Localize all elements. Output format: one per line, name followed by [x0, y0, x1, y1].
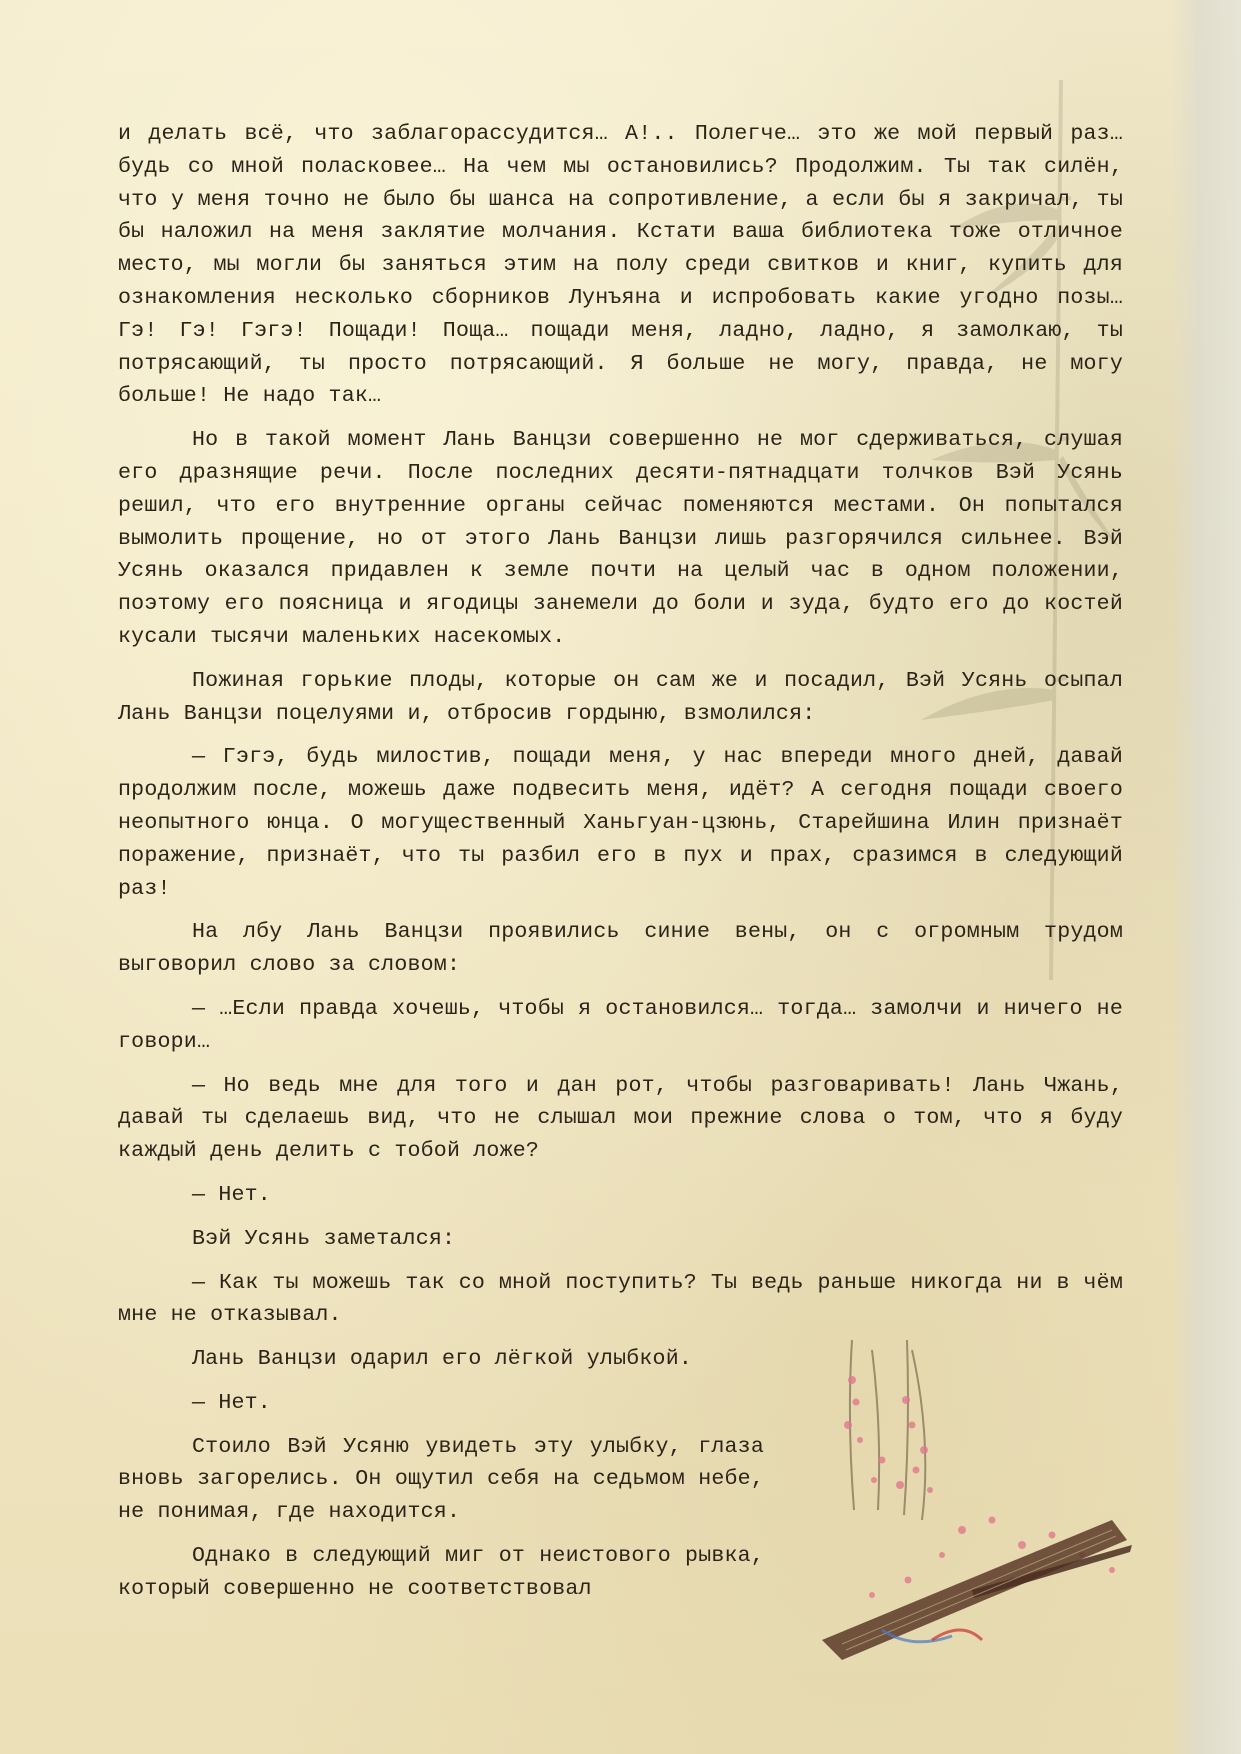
paragraph: Пожиная горькие плоды, которые он сам же и посадил, Вэй Усянь осыпал Лань Ванцзи поцелуями и, отбросив гордыню, взмолился:	[118, 668, 1123, 726]
paragraph: Однако в следующий миг от неистового рывка, который совершенно не соответствовал	[118, 1544, 764, 1601]
dialogue-paragraph: — Нет.	[192, 1390, 271, 1415]
dialogue-paragraph: — Как ты можешь так со мной поступить? Ты ведь раньше никогда ни в чём мне не отказывал.	[118, 1270, 1123, 1328]
dialogue-paragraph: — Нет.	[192, 1182, 271, 1207]
dialogue-paragraph: — …Если правда хочешь, чтобы я остановился… тогда… замолчи и ничего не говори…	[118, 996, 1123, 1054]
dialogue-paragraph: — Но ведь мне для того и дан рот, чтобы разговаривать! Лань Чжань, давай ты сделаешь вид, что не слышал мои прежние слова о том, что я буду каждый день делить с тобой ложе?	[118, 1073, 1123, 1164]
qin-plum-blossom-illustration	[812, 1340, 1142, 1660]
paper-edge	[1171, 0, 1241, 1754]
paragraph: На лбу Лань Ванцзи проявились синие вены, он с огромным трудом выговорил слово за словом:	[118, 920, 1123, 978]
paragraph: Но в такой момент Лань Ванцзи совершенно не мог сдерживаться, слушая его дразнящие речи. После последних десяти-пятнадцати толчков Вэй Усянь решил, что его внутренние органы сейчас поменяются местами. Он попытался вымолить прощение, но от этого Лань Ванцзи лишь разгорячился сильнее. Вэй Усянь оказался придавлен к земле почти на целый час в одном положении, поэтому его поясница и ягодицы занемели до боли и зуда, будто его до костей кусали тысячи маленьких насекомых.	[118, 428, 1123, 649]
paragraph: Стоило Вэй Усяню увидеть эту улыбку, глаза вновь загорелись. Он ощутил себя на седьмом небе, не понимая, где находится.	[118, 1434, 764, 1525]
dialogue-paragraph: — Гэгэ, будь милостив, пощади меня, у нас впереди много дней, давай продолжим после, можешь даже подвесить меня, идёт? А сегодня пощади своего неопытного юнца. О могущественный Ханьгуан-цзюнь, Старейшина Илин признаёт поражение, признаёт, что ты разбил его в пух и прах, сразимся в следующий раз!	[118, 745, 1123, 901]
paragraph: Лань Ванцзи одарил его лёгкой улыбкой.	[192, 1347, 693, 1372]
paragraph: Вэй Усянь заметался:	[192, 1226, 456, 1251]
paragraph: и делать всё, что заблагорассудится… А!.. Полегче… это же мой первый раз… будь со мной поласковее… На чем мы остановились? Продолжим. Ты так силён, что у меня точно не было бы шанса на сопротивление, а если бы я закричал, ты бы наложил на меня заклятие молчания. Кстати ваша библиотека тоже отличное место, мы могли бы заняться этим на полу среди свитков и книг, купить для ознакомления несколько сборников Лунъяна и испробовать какие угодно позы… Гэ! Гэ! Гэгэ! Пощади! Поща… пощади меня, ладно, ладно, я замолкаю, ты потрясающий, ты просто потрясающий. Я больше не могу, правда, не могу больше! Не надо так…	[118, 122, 1123, 409]
